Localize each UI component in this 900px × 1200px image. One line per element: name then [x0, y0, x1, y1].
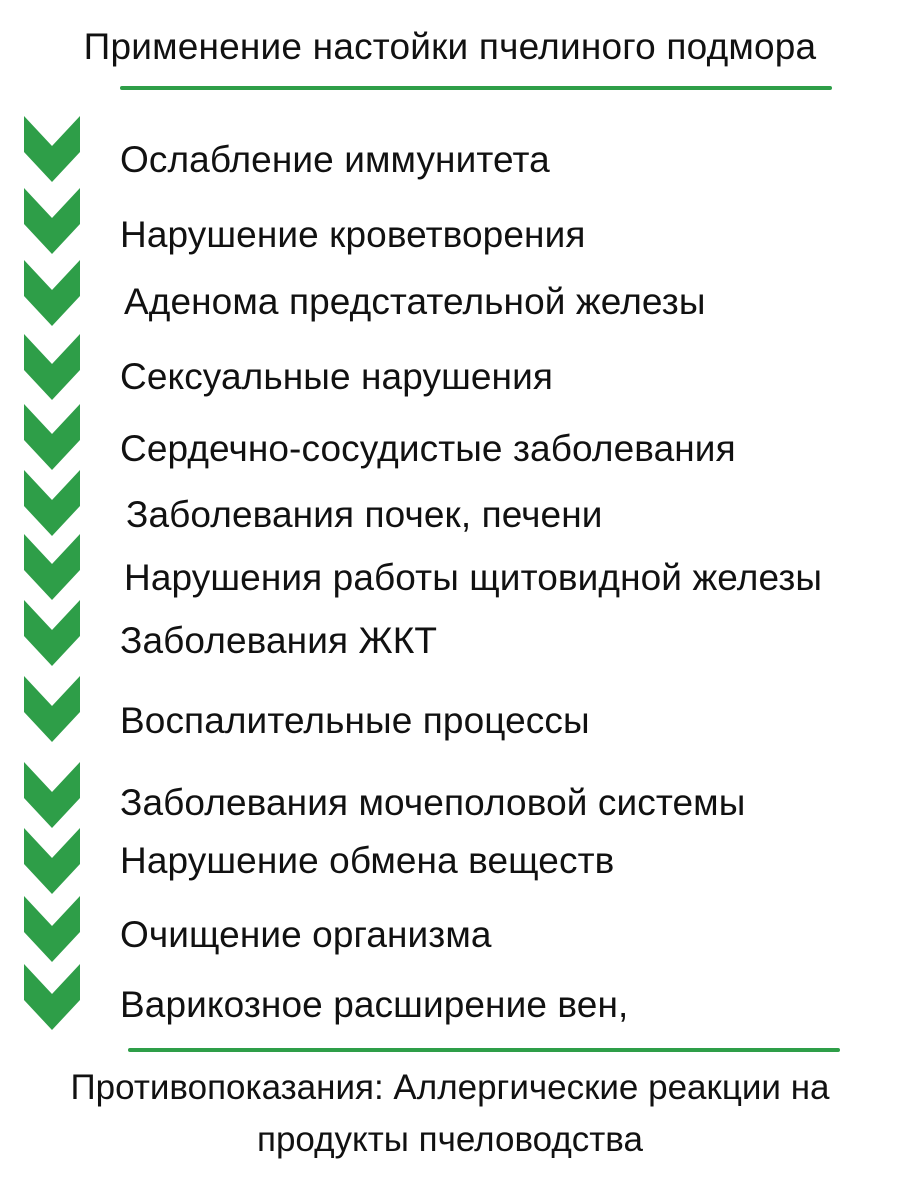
contraindications-line-2: продукты пчеловодства — [257, 1120, 643, 1159]
top-divider — [120, 86, 832, 90]
chevron-down-icon — [24, 534, 80, 600]
contraindications-note — [0, 1062, 900, 1166]
chevron-down-icon — [24, 260, 80, 326]
list-item-3: Аденома предстательной железы — [124, 281, 706, 322]
chevron-down-icon — [24, 828, 80, 894]
chevron-down-icon — [24, 762, 80, 828]
contraindications-line-1: Противопоказания: Аллергические реакции на — [70, 1068, 830, 1107]
list-item-13: Варикозное расширение вен, — [120, 984, 629, 1025]
chevron-down-icon — [24, 404, 80, 470]
chevron-down-icon — [24, 600, 80, 666]
chevron-down-icon — [24, 116, 80, 182]
list-item-10: Заболевания мочеполовой системы — [120, 782, 746, 823]
chevron-down-icon — [24, 964, 80, 1030]
chevron-down-icon — [24, 676, 80, 742]
bottom-divider — [128, 1048, 840, 1052]
list-item-11: Нарушение обмена веществ — [120, 840, 615, 881]
chevron-down-icon — [24, 334, 80, 400]
list-item-4: Сексуальные нарушения — [120, 356, 553, 397]
list-item-5: Сердечно-сосудистые заболевания — [120, 428, 736, 469]
list-item-6: Заболевания почек, печени — [126, 494, 603, 535]
list-item-1: Ослабление иммунитета — [120, 139, 550, 180]
list-item-7: Нарушения работы щитовидной железы — [124, 557, 823, 598]
list-item-9: Воспалительные процессы — [120, 700, 590, 741]
list-item-8: Заболевания ЖКТ — [120, 620, 438, 661]
page-title: Применение настойки пчелиного подмора — [83, 26, 817, 67]
chevron-down-icon — [24, 470, 80, 536]
list-item-2: Нарушение кроветворения — [120, 214, 586, 255]
list-item-12: Очищение организма — [120, 914, 492, 955]
chevron-down-icon — [24, 188, 80, 254]
chevron-down-icon — [24, 896, 80, 962]
